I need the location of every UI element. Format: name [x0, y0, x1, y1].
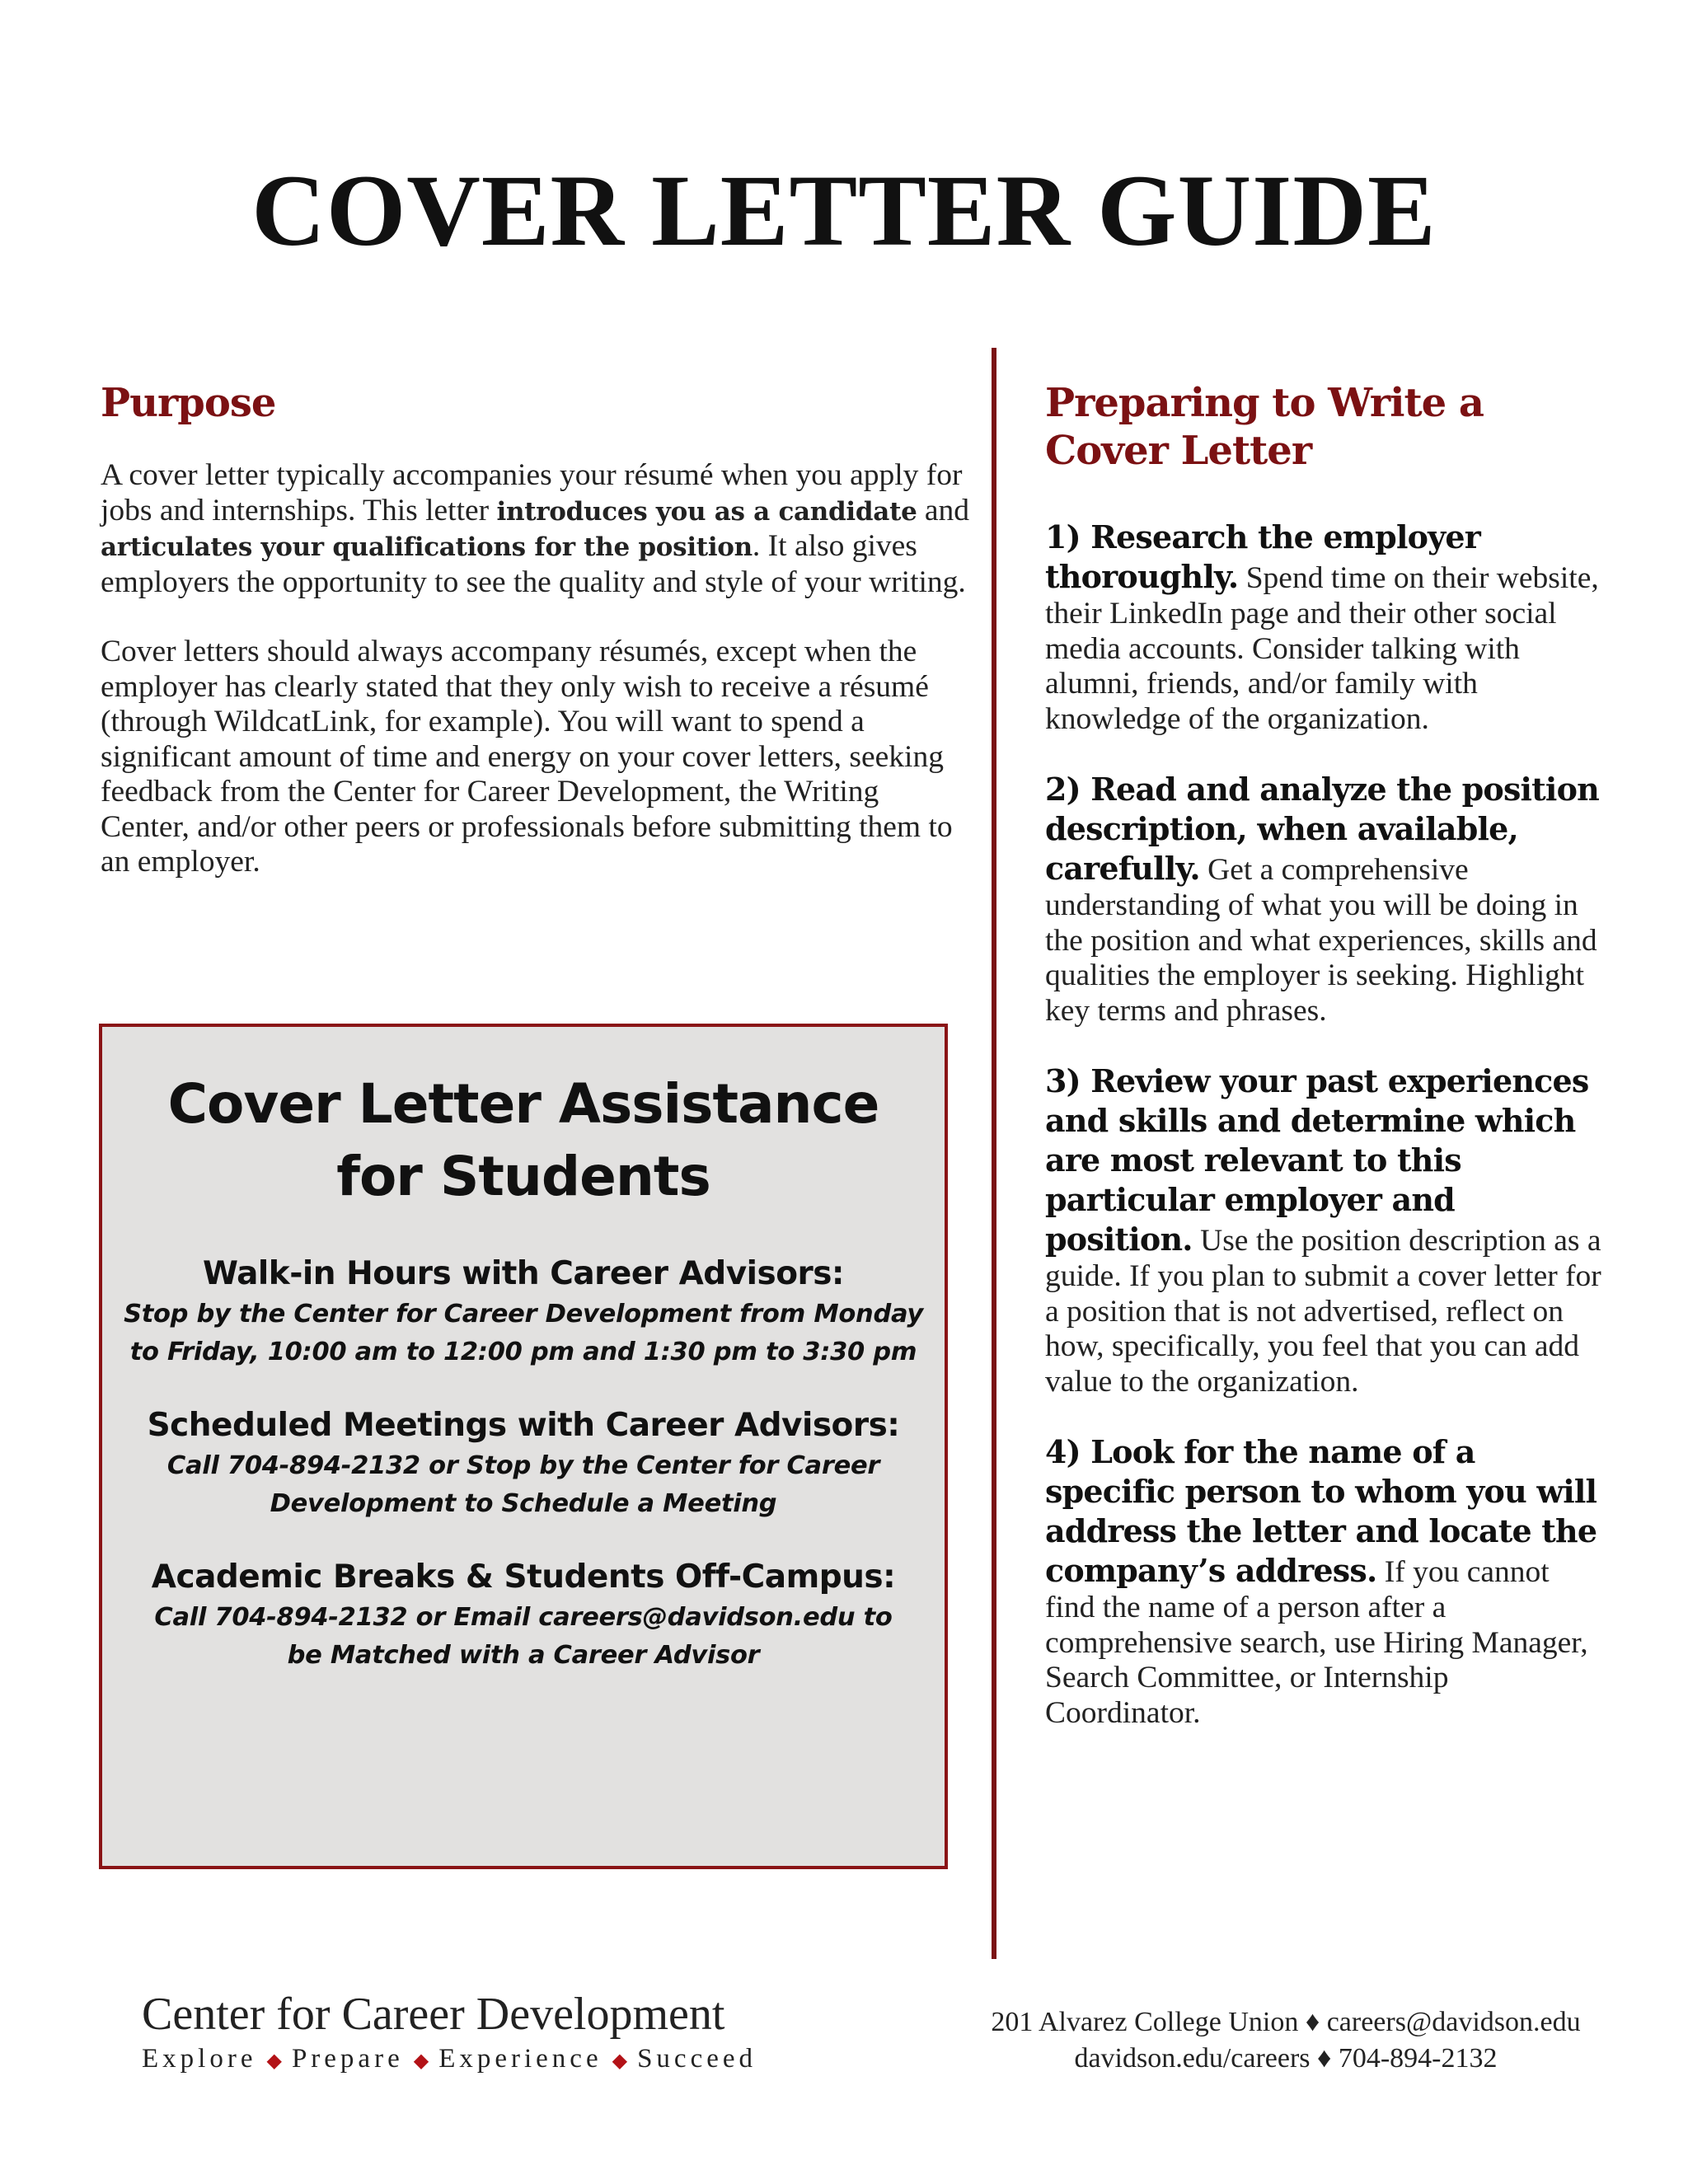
- step-item: [1045, 770, 1606, 1029]
- scheduled-meetings-section: [102, 1404, 945, 1523]
- diamond-icon: ◆: [266, 2050, 282, 2072]
- walk-in-hours-section: [102, 1253, 945, 1371]
- tagline-explore: Explore: [142, 2044, 257, 2074]
- footer-org-name: Center for Career Development: [142, 1989, 725, 2040]
- walk-in-hours-line-2: to Friday, 10:00 am to 12:00 pm and 1:30 pm to 3:30 pm: [129, 1338, 917, 1366]
- emphasis-text: articulates your qualifications for the position: [101, 532, 753, 562]
- academic-breaks-line-1: Call 704-894-2132 or Email careers@davidson.edu to: [154, 1603, 893, 1632]
- step-lead: 2) Read and analyze the position description, when available, carefully.: [1045, 771, 1599, 887]
- scheduled-meetings-line-1: Call 704-894-2132 or Stop by the Center for Career: [166, 1451, 880, 1480]
- tagline-succeed: Succeed: [637, 2044, 757, 2074]
- purpose-paragraph-2: Cover letters should always accompany résumés, except when the employer has clearly stated that they only wish to receive a résumé (through WildcatLink, for example). You will want to spend a significant amount of time and energy on your cover letters, seeking feedback from the Center for Career Development, the Writing Center, and/or other peers or professionals before submitting them to an employer.: [101, 635, 953, 879]
- preparing-heading: [1045, 379, 1606, 475]
- assistance-title-line-1: Cover Letter Assistance: [167, 1072, 879, 1136]
- column-divider: [992, 348, 996, 1959]
- academic-breaks-heading: Academic Breaks & Students Off-Campus:: [151, 1558, 896, 1596]
- preparing-heading-line-2: Cover Letter: [1045, 428, 1312, 474]
- scheduled-meetings-line-2: Development to Schedule a Meeting: [270, 1489, 777, 1518]
- assistance-title: [102, 1068, 945, 1213]
- scheduled-meetings-heading: Scheduled Meetings with Career Advisors:: [147, 1407, 900, 1444]
- page-title: COVER LETTER GUIDE: [251, 154, 1437, 267]
- preparing-section: [1045, 379, 1606, 1731]
- tagline-prepare: Prepare: [291, 2044, 404, 2074]
- academic-breaks-section: [102, 1556, 945, 1675]
- steps-list: [1045, 518, 1606, 1731]
- step-lead: 4) Look for the name of a specific person to whom you will address the letter and locate the company’s address.: [1045, 1433, 1597, 1589]
- step-item: [1045, 1062, 1606, 1399]
- walk-in-hours-heading: Walk-in Hours with Career Advisors:: [202, 1255, 845, 1292]
- step-item: [1045, 518, 1606, 737]
- step-text: Use the position description as a guide. If you plan to submit a cover letter for a position that is not advertised, reflect on how, specifically, you feel that you can add value to the organization.: [1045, 1224, 1601, 1399]
- preparing-heading-line-1: Preparing to Write a: [1045, 380, 1484, 426]
- academic-breaks-line-2: be Matched with a Career Advisor: [287, 1641, 760, 1670]
- step-lead: 3) Review your past experiences and skills and determine which are most relevant to this particular employer and position.: [1045, 1062, 1589, 1258]
- footer-tagline: [142, 2044, 785, 2074]
- footer-org-block: [142, 1988, 785, 2074]
- assistance-box: [99, 1024, 948, 1869]
- step-text: If you cannot find the name of a person after a comprehensive search, use Hiring Manager, Search Committee, or Internship Coordinator.: [1045, 1555, 1588, 1730]
- footer-contact-block: [923, 2004, 1648, 2077]
- diamond-icon: ◆: [612, 2050, 628, 2072]
- step-lead: 1) Research the employer thoroughly.: [1045, 518, 1481, 595]
- purpose-text-run: and: [917, 493, 970, 527]
- purpose-text-run: A cover letter typically accompanies your résumé when you apply for jobs and internships. This letter: [101, 458, 963, 527]
- footer-address-line-2: davidson.edu/careers ♦ 704-894-2132: [1074, 2043, 1498, 2074]
- walk-in-hours-line-1: Stop by the Center for Career Development from Monday: [124, 1300, 923, 1329]
- step-text: Get a comprehensive understanding of what you will be doing in the position and what experiences, skills and qualities the employer is seeking. Highlight key terms and phrases.: [1045, 853, 1597, 1028]
- assistance-title-line-2: for Students: [336, 1145, 710, 1208]
- purpose-text-run: . It also gives employers the opportunity to see the quality and style of your writing.: [101, 529, 966, 599]
- purpose-section: [101, 379, 974, 880]
- footer-address-line-1: 201 Alvarez College Union ♦ careers@davidson.edu: [991, 2007, 1581, 2037]
- step-text: Spend time on their website, their LinkedIn page and their other social media accounts. Consider talking with alumni, friends, and/or family with knowledge of the organization.: [1045, 561, 1599, 736]
- tagline-experience: Experience: [438, 2044, 603, 2074]
- step-item: [1045, 1432, 1606, 1731]
- purpose-heading: Purpose: [101, 380, 276, 426]
- diamond-icon: ◆: [413, 2050, 429, 2072]
- emphasis-text: introduces you as a candidate: [496, 496, 917, 527]
- purpose-paragraph-1: [101, 458, 974, 600]
